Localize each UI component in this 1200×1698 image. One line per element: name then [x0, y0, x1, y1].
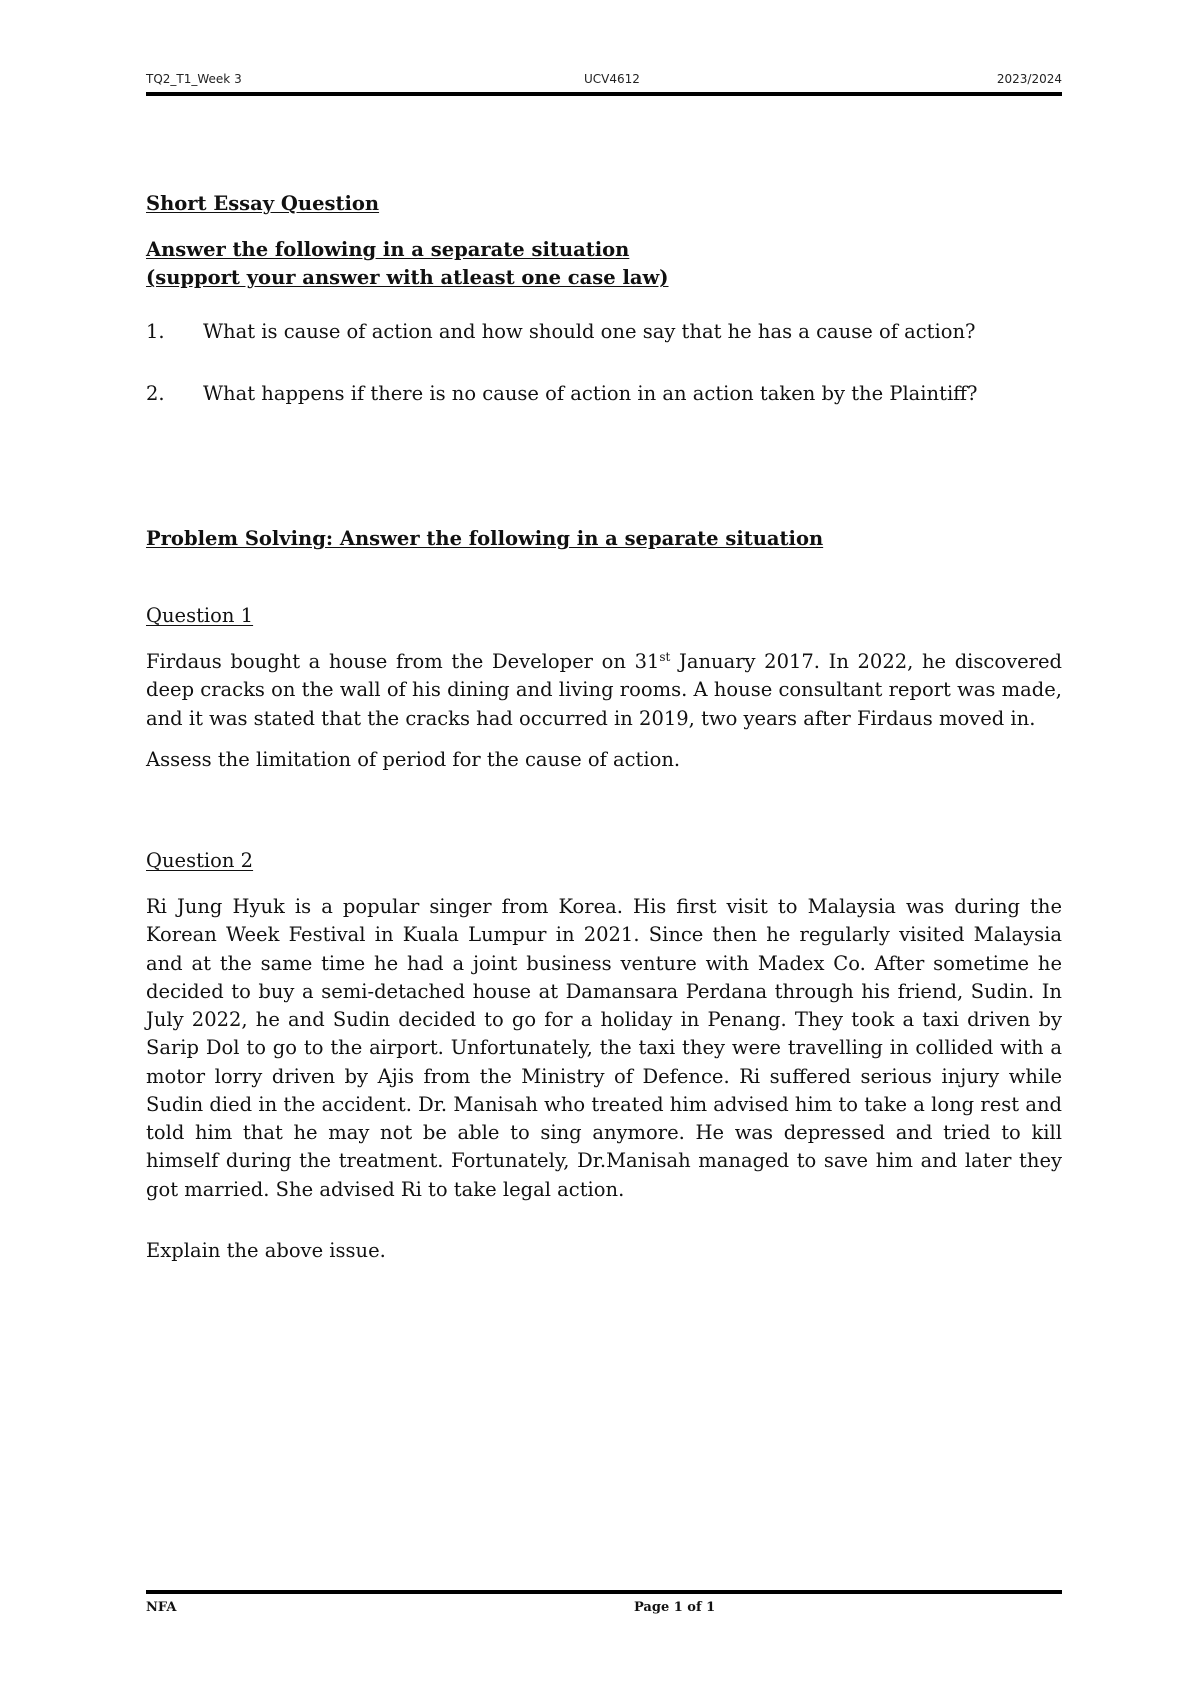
- problem-solving-heading: Problem Solving: Answer the following in a separate situation: [146, 527, 824, 550]
- header-course-week: TQ2_T1_Week 3: [146, 72, 242, 86]
- question-2-task: Explain the above issue.: [146, 1239, 386, 1262]
- footer-rule: [146, 1590, 1062, 1594]
- short-essay-instruction: [146, 236, 1062, 293]
- question-1-task: Assess the limitation of period for the cause of action.: [146, 748, 681, 771]
- footer-initials: NFA: [146, 1600, 177, 1615]
- essay-question-text: What is cause of action and how should one say that he has a cause of action?: [203, 320, 976, 343]
- essay-question-text: What happens if there is no cause of action in an action taken by the Plaintiff?: [203, 382, 978, 405]
- header-rule: [146, 92, 1062, 96]
- header-course-code: UCV4612: [584, 72, 640, 86]
- question-2-title: Question 2: [146, 849, 254, 872]
- header-session: 2023/2024: [996, 72, 1062, 86]
- question-2-paragraph: Ri Jung Hyuk is a popular singer from Korea. His first visit to Malaysia was during the Korean Week Festival in Kuala Lumpur in 2021. Since then he regularly visited Malaysia and at the same time he had a joint business venture with Madex Co. After sometime he decided to buy a semi-detached house at Damansara Perdana through his friend, Sudin. In July 2022, he and Sudin decided to go for a holiday in Penang. They took a taxi driven by Sarip Dol to go to the airport. Unfortunately, the taxi they were travelling in collided with a motor lorry driven by Ajis from the Ministry of Defence. Ri suffered serious injury while Sudin died in the accident. Dr. Manisah who treated him advised him to take a long rest and told him that he may not be able to sing anymore. He was depressed and tried to kill himself during the treatment. Fortunately, Dr.Manisah managed to save him and later they got married. She advised Ri to take legal action.: [146, 895, 1062, 1201]
- page-header: [146, 72, 1062, 94]
- essay-question-number: 2.: [146, 382, 165, 405]
- ordinal-suffix: st: [659, 650, 671, 664]
- instruction-line-2: (support your answer with atleast one case law): [146, 266, 669, 290]
- instruction-line-1: Answer the following in a separate situation: [146, 238, 630, 261]
- page-number: Page 1 of 1: [634, 1600, 716, 1615]
- essay-question-number: 1.: [146, 320, 165, 343]
- short-essay-heading: Short Essay Question: [146, 192, 380, 215]
- question-1-title: Question 1: [146, 604, 254, 627]
- question-1-paragraph: Firdaus bought a house from the Developer on 31st January 2017. In 2022, he discovered deep cracks on the wall of his dining and living rooms. A house consultant report was made, and it was stated that the cracks had occurred in 2019, two years after Firdaus moved in.: [146, 650, 1062, 730]
